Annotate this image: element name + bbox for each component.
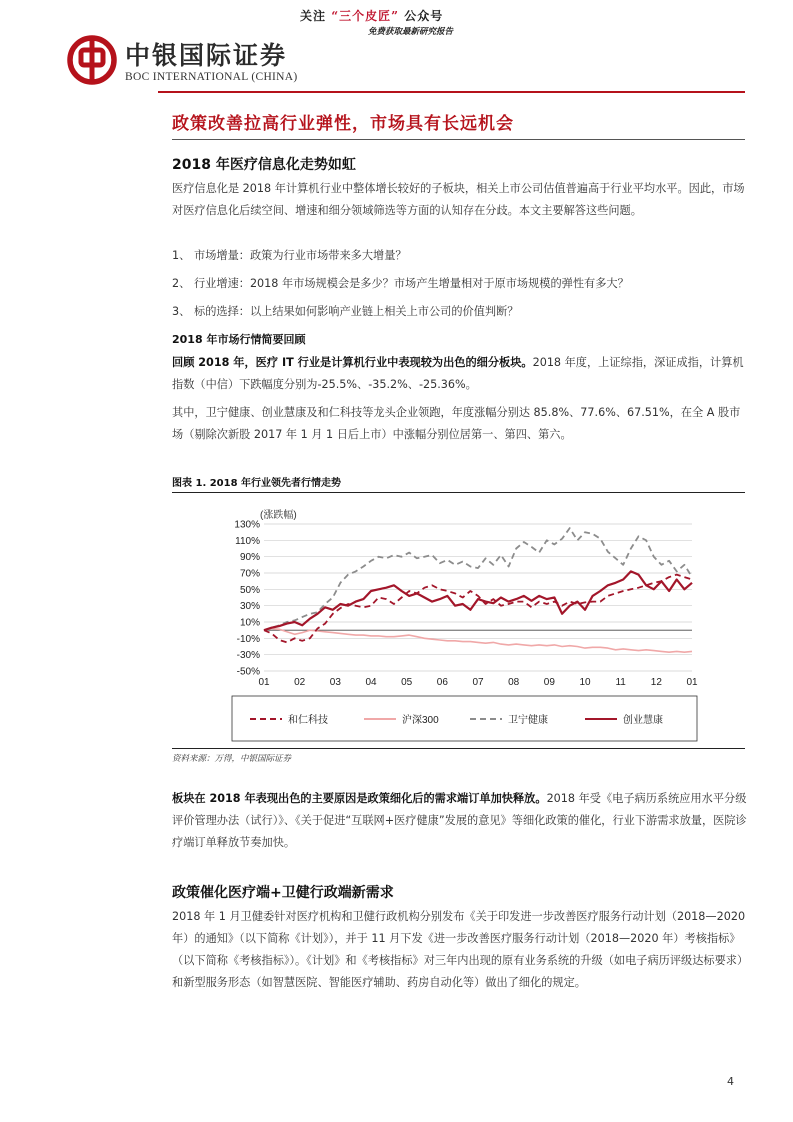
boc-logo-icon [67,35,117,85]
page-number: 4 [727,1075,734,1088]
y-tick-label: 50% [239,584,260,596]
y-tick-label: 30% [239,601,260,613]
promo-post: 公众号 [404,9,444,23]
x-tick-label: 04 [365,677,377,688]
y-tick-label: -50% [236,666,260,678]
x-tick-label: 03 [329,677,341,688]
question-number: 2、 [172,277,191,290]
x-tick-label: 07 [472,677,484,688]
question-number: 3、 [172,305,191,318]
title-divider [172,139,745,140]
section2-paragraph: 2018 年 1 月卫健委针对医疗机构和卫健行政机构分别发布《关于印发进一步改善医疗服务行动计划（2018—2020 年）的通知》（以下简称《计划》），并于 11 月下发《进一步改善医疗服务行动计划（2018—2020 年）考核指标》（以下简称《考核指标》）。《计划》和《考核指标》对三年内出现的原有业务系统的升级（如电子病历评级达标要求）和新型服务形态（如智慧医院、智能医疗辅助、药房自动化等）做出了细化的规定。 [172,910,746,989]
review-paragraph-2: 其中，卫宁健康、创业慧康及和仁科技等龙头企业领跑，年度涨幅分别达 85.8%、77.6%、67.51%，在全 A 股市场（剔除次新股 2017 年 1 月 1 日后上市）中涨幅分别位居第一、第四、第六。 [172,406,741,441]
page-title: 政策改善拉高行业弹性，市场具有长远机会 [172,114,514,134]
y-tick-label: 90% [239,552,260,564]
header-divider [158,91,745,93]
y-tick-label: 70% [239,568,260,580]
promo-subline: 免费获取最新研究报告 [368,27,454,37]
driver-paragraph-body: 2018 年受《电子病历系统应用水平分级评价管理办法（试行）》、《关于促进“互联网+医疗健康”发展的意见》等细化政策的催化，行业下游需求放量，医院诊疗端订单释放节奏加快。 [172,792,747,849]
legend-label: 沪深300 [402,715,439,726]
logo-chinese-name: 中银国际证券 [125,41,288,70]
x-tick-label: 02 [294,677,306,688]
y-tick-label: 10% [239,617,260,629]
y-axis-label: (涨跌幅) [260,510,297,521]
section2-heading: 政策催化医疗端+卫健行政端新需求 [172,885,394,901]
x-tick-label: 05 [401,677,413,688]
question-item [172,275,629,291]
review-paragraph-1 [172,352,747,396]
question-text: 市场增量：政策为行业市场带来多大增量？ [194,249,407,262]
legend-label: 和仁科技 [288,715,328,726]
figure-title: 图表 1. 2018 年行业领先者行情走势 [172,478,342,489]
question-item [172,247,407,263]
x-tick-label: 06 [436,677,448,688]
driver-paragraph [172,788,747,854]
figure-source: 资料来源：万得，中银国际证券 [172,754,292,764]
series-line [264,629,692,653]
x-tick-label: 01 [258,677,270,688]
market-review-heading: 2018 年市场行情简要回顾 [172,333,306,346]
section1-heading: 2018 年医疗信息化走势如虹 [172,157,356,173]
driver-paragraph-lead: 板块在 2018 年表现出色的主要原因是政策细化后的需求端订单加快释放。 [172,792,547,805]
figure-top-rule [172,492,745,493]
stock-chart [172,496,745,748]
review-paragraph-1-body: 2018 年度，上证综指，深证成指，计算机指数（中信）下跌幅度分别为-25.5%、-35.2%、-25.36%。 [172,356,744,391]
x-tick-label: 11 [615,677,626,688]
y-tick-label: 130% [234,519,260,531]
legend-label: 创业慧康 [623,715,663,726]
x-tick-label: 10 [579,677,591,688]
question-text: 标的选择：以上结果如何影响产业链上相关上市公司的价值判断？ [194,305,519,318]
promo-banner [300,7,443,24]
x-tick-label: 12 [650,677,662,688]
x-tick-label: 09 [543,677,555,688]
figure-bottom-rule [172,748,745,749]
promo-highlight: “三个皮匠” [331,9,400,23]
question-item [172,303,518,319]
series-line [264,528,692,630]
question-text: 行业增速：2018 年市场规模会是多少？市场产生增量相对于原市场规模的弹性有多大？ [194,277,629,290]
question-number: 1、 [172,249,191,262]
logo-english-name: BOC INTERNATIONAL (CHINA) [125,71,298,83]
y-tick-label: -10% [236,633,260,645]
section1-intro: 医疗信息化是 2018 年计算机行业中整体增长较好的子板块，相关上市公司估值普遍高于行业平均水平。因此，市场对医疗信息化后续空间、增速和细分领域筛选等方面的认知存在分歧。本文主要解答这些问题。 [172,182,745,217]
x-tick-label: 01 [686,677,698,688]
x-tick-label: 08 [508,677,520,688]
legend-label: 卫宁健康 [508,715,548,726]
promo-pre: 关注 [300,9,327,23]
review-paragraph-1-lead: 回顾 2018 年，医疗 IT 行业是计算机行业中表现较为出色的细分板块。 [172,356,533,369]
y-tick-label: -30% [236,650,260,662]
y-tick-label: 110% [235,535,260,547]
